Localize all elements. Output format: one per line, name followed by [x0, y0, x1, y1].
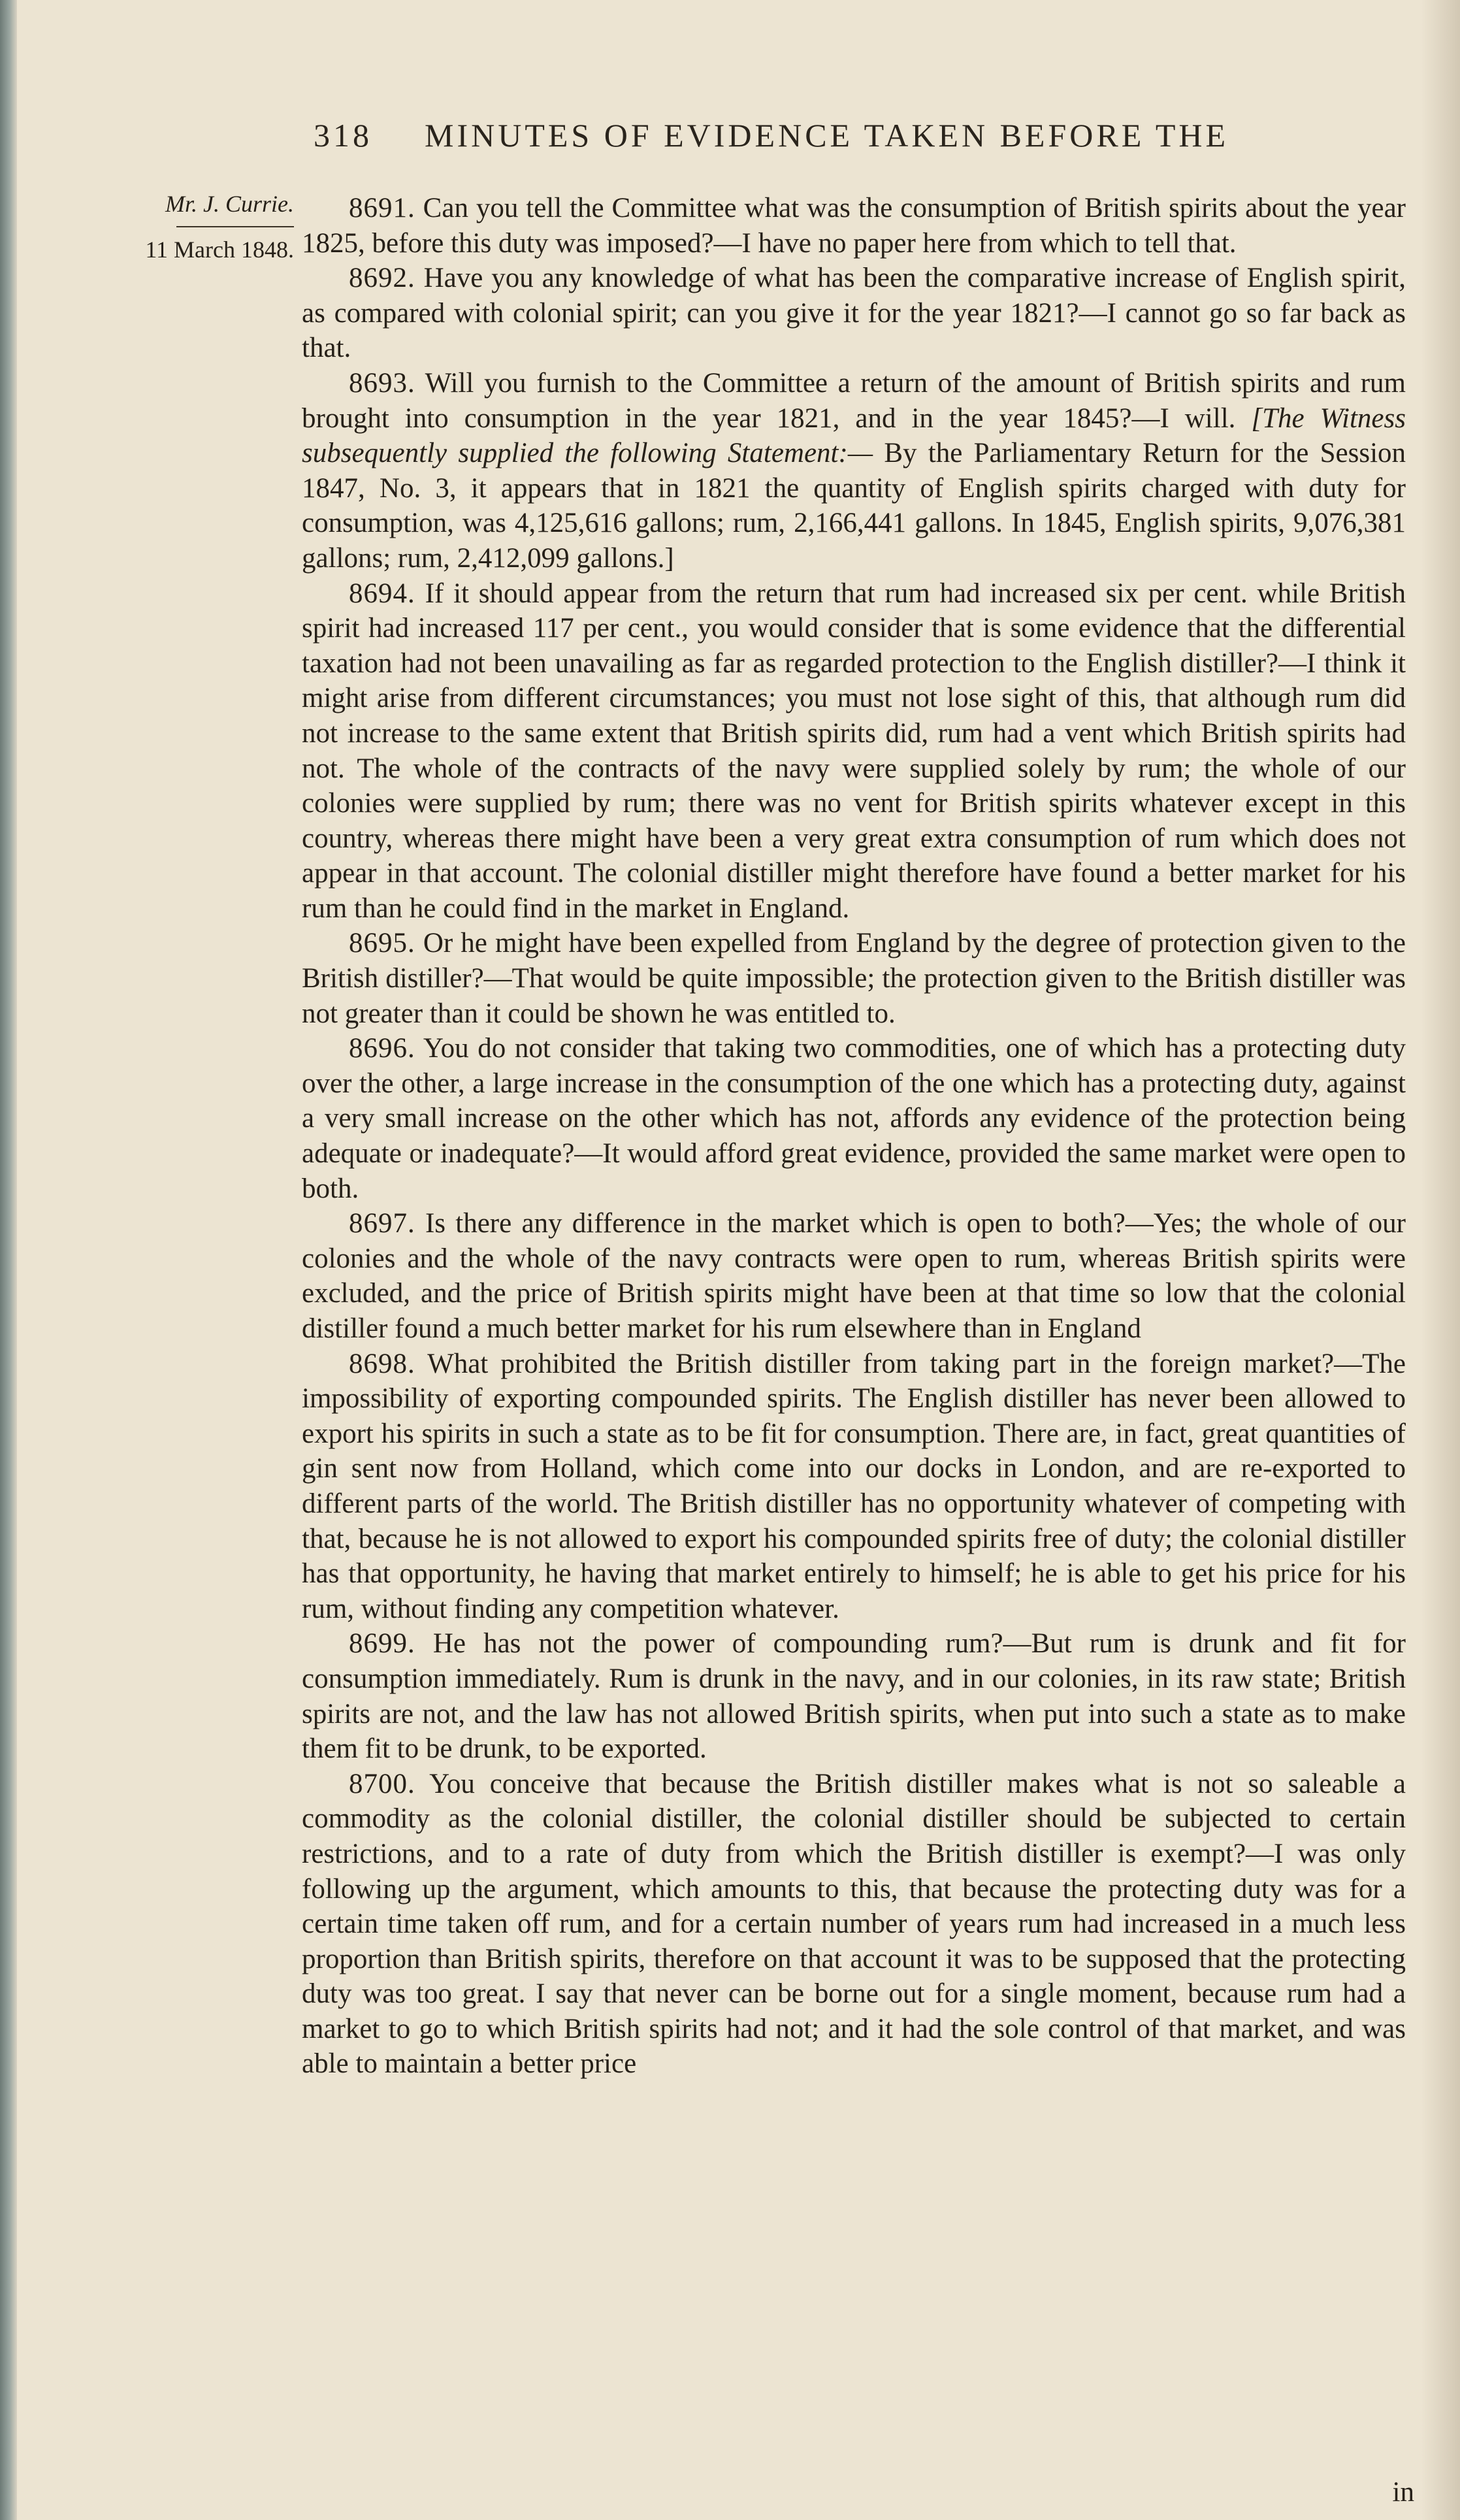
statement-body: By the Parliamentary Return for the Session 1847, No. 3, it appears that in 1821 the quantity of English spirits charged with duty for consumption, was 4,125,616 gallons; rum, 2,166,441 gallons. In 1845, English spirits, 9,076,381 gallons; rum, 2,412,099 gallons.]	[302, 438, 1406, 574]
question-number: 8696.	[349, 1033, 415, 1064]
question-8699	[302, 1626, 1406, 1766]
question-8697	[302, 1206, 1406, 1346]
question-number: 8699.	[349, 1628, 415, 1660]
question-8698	[302, 1347, 1406, 1627]
witness-name: Mr. J. Currie.	[165, 191, 294, 217]
question-8694	[302, 576, 1406, 926]
question-number: 8695.	[349, 928, 415, 959]
question-8700	[302, 1767, 1406, 2082]
page-number: 318	[314, 117, 372, 154]
statement-lead: [The Witness subsequently supplied the following Statement:—	[302, 402, 1406, 469]
question-text: Can you tell the Committee what was the consumption of British spirits about the year 1825, before this duty was imposed?—I have no paper here from which to tell that.	[302, 193, 1406, 259]
question-text: He has not the power of compounding rum?—But rum is drunk and fit for consumption immediately. Rum is drunk in the navy, and in our colonies, in its raw state; British spirits are not, and the law has not allowed British spirits, when put into such a state as to make them fit to be drunk, to be exported.	[302, 1628, 1406, 1765]
running-title: MINUTES OF EVIDENCE TAKEN BEFORE THE	[425, 117, 1229, 154]
question-text: What prohibited the British distiller from taking part in the foreign market?—The impossibility of exporting compounded spirits. The English distiller has never been allowed to export his spirits in such a state as to be fit for consumption. There are, in fact, great quantities of gin sent now from Holland, which come into our docks in London, and are re-exported to different parts of the world. The British distiller has no opportunity whatever of competing with that, because he is not allowed to export his compounded spirits free of duty; the colonial distiller has that opportunity, he having that market entirely to himself; he is able to get his price for his rum, without finding any competition whatever.	[302, 1348, 1406, 1624]
question-text: Will you furnish to the Committee a return of the amount of British spirits and rum brought into consumption in the year 1821, and in the year 1845?—I will.	[302, 367, 1406, 434]
margin-rule	[176, 226, 294, 227]
question-8693	[302, 366, 1406, 576]
question-8696	[302, 1031, 1406, 1206]
question-text: You conceive that because the British distiller makes what is not so saleable a commodity as the colonial distiller, the colonial distiller should be subjected to certain restrictions, and to a rate of duty from which the British distiller is exempt?—I was only following up the argument, which amounts to this, that because the protecting duty was for a certain time taken off rum, and for a certain number of years rum had increased in a much less proportion than British spirits, therefore on that account it was to be supposed that the protecting duty was too great. I say that never can be borne out for a single moment, because rum had a market to go to which British spirits had not; and it had the sole control of that market, and was able to maintain a better price	[302, 1768, 1406, 2080]
question-text: You do not consider that taking two commodities, one of which has a protecting duty over the other, a large increase in the consumption of the one which has a protecting duty, against a very small increase on the other which has not, affords any evidence of the protection being adequate or inadequate?—It would afford great evidence, provided the same market were open to both.	[302, 1033, 1406, 1204]
question-number: 8693.	[349, 367, 415, 399]
question-8691	[302, 191, 1406, 261]
catchword: in	[1392, 2477, 1414, 2508]
question-number: 8692.	[349, 263, 415, 294]
question-number: 8694.	[349, 578, 415, 609]
question-number: 8700.	[349, 1768, 415, 1799]
question-text: Have you any knowledge of what has been the comparative increase of English spirit, as compared with colonial spirit; can you give it for the year 1821?—I cannot go so far back as that.	[302, 263, 1406, 364]
page-gutter-shadow	[1421, 0, 1460, 2520]
evidence-date: 11 March 1848.	[145, 237, 294, 263]
running-header	[314, 116, 1418, 169]
question-text: If it should appear from the return that rum had increased six per cent. while British spirit had increased 117 per cent., you would consider that is some evidence that the differential taxation had not been unavailing as far as regarded protection to the English distiller?—I think it might arise from different circumstances; you must not lose sight of this, that although rum did not increase to the same extent that British spirits did, rum had a vent which British spirits had not. The whole of the contracts of the navy were supplied solely by rum; the whole of our colonies were supplied by rum; there was no vent for British spirits whatever except in this country, whereas there might have been a very great extra consumption of rum which does not appear in that account. The colonial distiller might therefore have found a better market for his rum than he could find in the market in England.	[302, 578, 1406, 924]
question-8692	[302, 261, 1406, 366]
margin-notes	[98, 189, 294, 264]
question-number: 8698.	[349, 1348, 415, 1379]
evidence-body	[302, 191, 1406, 2082]
book-binding-edge	[0, 0, 17, 2520]
question-number: 8691.	[349, 193, 415, 223]
question-text: Is there any difference in the market which is open to both?—Yes; the whole of our colonies and the whole of the navy contracts were open to rum, whereas British spirits were excluded, and the price of British spirits might have been at that time so low that the colonial distiller found a much better market for his rum elsewhere than in England	[302, 1208, 1406, 1344]
question-number: 8697.	[349, 1208, 415, 1239]
question-8695	[302, 926, 1406, 1031]
question-text: Or he might have been expelled from England by the degree of protection given to the British distiller?—That would be quite impossible; the protection given to the British distiller was not greater than it could be shown he was entitled to.	[302, 928, 1406, 1029]
